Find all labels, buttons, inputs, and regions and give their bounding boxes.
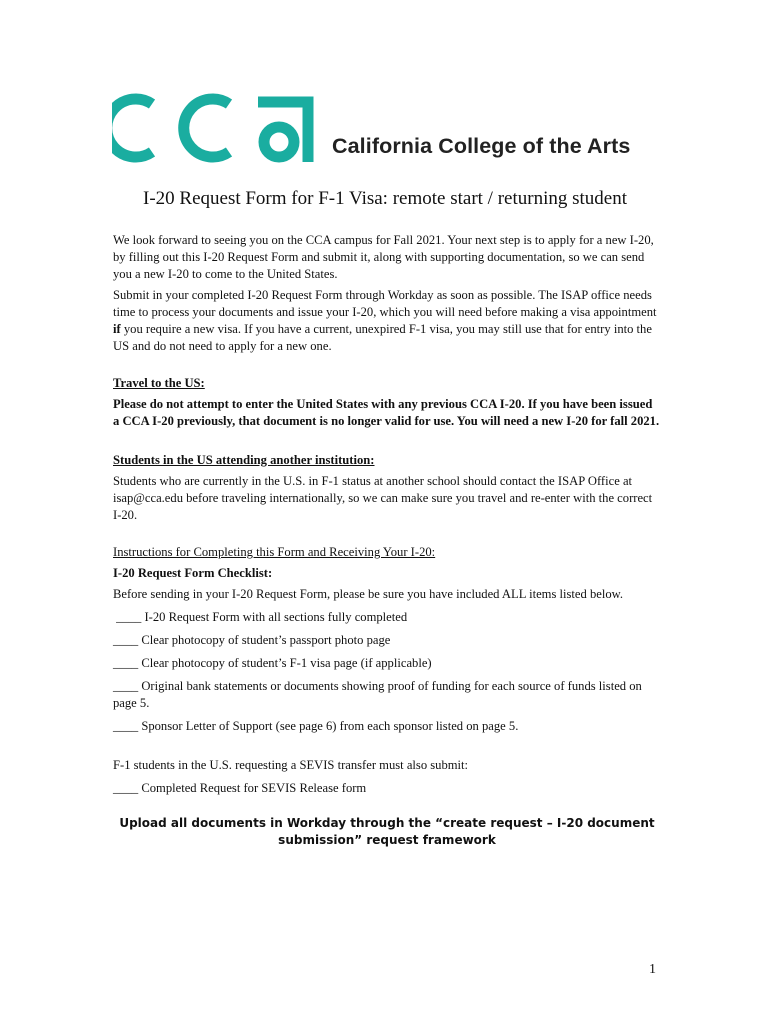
checklist-item: ____ Original bank statements or documents showing proof of funding for each source of funds listed on page 5.	[113, 679, 642, 710]
instructions-heading: Instructions for Completing this Form and Receiving Your I-20:	[113, 545, 436, 559]
students-us-body: Students who are currently in the U.S. in F-1 status at another school should contact the ISAP Office at isap@cca.edu before traveling internationally, so we can make sure you travel and re-enter with the correct I-20.	[113, 474, 653, 522]
document-body	[113, 232, 661, 849]
intro-p2-part-b: you require a new visa. If you have a current, unexpired F-1 visa, you may still use that for entry into the US and do not need to apply for a new one.	[113, 322, 652, 353]
checklist-item: ____ Clear photocopy of student’s passport photo page	[113, 633, 391, 647]
cca-logo	[112, 92, 672, 168]
checklist-item: ____ Sponsor Letter of Support (see page 6) from each sponsor listed on page 5.	[113, 719, 519, 733]
page-title: I-20 Request Form for F-1 Visa: remote start / returning student	[143, 188, 627, 209]
intro-p2-part-a: Submit in your completed I-20 Request Form through Workday as soon as possible. The ISAP office needs time to process your documents and issue your I-20, which you will need before making a visa appointment	[113, 288, 657, 319]
logo-wordmark: California College of the Arts	[332, 134, 631, 158]
checklist-intro: Before sending in your I-20 Request Form, please be sure you have included ALL items listed below.	[113, 587, 624, 601]
logo-letter-c1	[112, 99, 152, 157]
upload-note-line-1: Upload all documents in Workday through the “create request – I-20 document	[119, 816, 655, 830]
intro-paragraph-2	[113, 287, 661, 355]
sevis-intro: F-1 students in the U.S. requesting a SEVIS transfer must also submit:	[113, 758, 469, 772]
intro-p2-emphasis: if	[113, 322, 121, 336]
students-us-heading: Students in the US attending another institution:	[113, 453, 375, 467]
travel-body: Please do not attempt to enter the United States with any previous CCA I-20. If you have been issued a CCA I-20 previously, that document is no longer valid for use. You will need a new I-20 for fall 2021.	[113, 397, 660, 428]
cca-logo-mark	[112, 92, 332, 168]
intro-paragraph-1: We look forward to seeing you on the CCA campus for Fall 2021. Your next step is to apply for a new I-20, by filling out this I-20 Request Form and submit it, along with supporting documentation, so we can send you a new I-20 to come to the United States.	[113, 233, 654, 281]
checklist-heading: I-20 Request Form Checklist:	[113, 566, 273, 580]
logo-letter-c2	[184, 99, 229, 157]
page-number: 1	[649, 962, 656, 977]
sevis-item: ____ Completed Request for SEVIS Release form	[113, 781, 367, 795]
upload-note-line-2: submission” request framework	[278, 833, 496, 847]
travel-heading: Travel to the US:	[113, 376, 205, 390]
logo-letter-a-bowl	[264, 127, 294, 157]
checklist-item: ____ I-20 Request Form with all sections fully completed	[113, 610, 408, 624]
checklist-item: ____ Clear photocopy of student’s F-1 visa page (if applicable)	[113, 656, 432, 670]
